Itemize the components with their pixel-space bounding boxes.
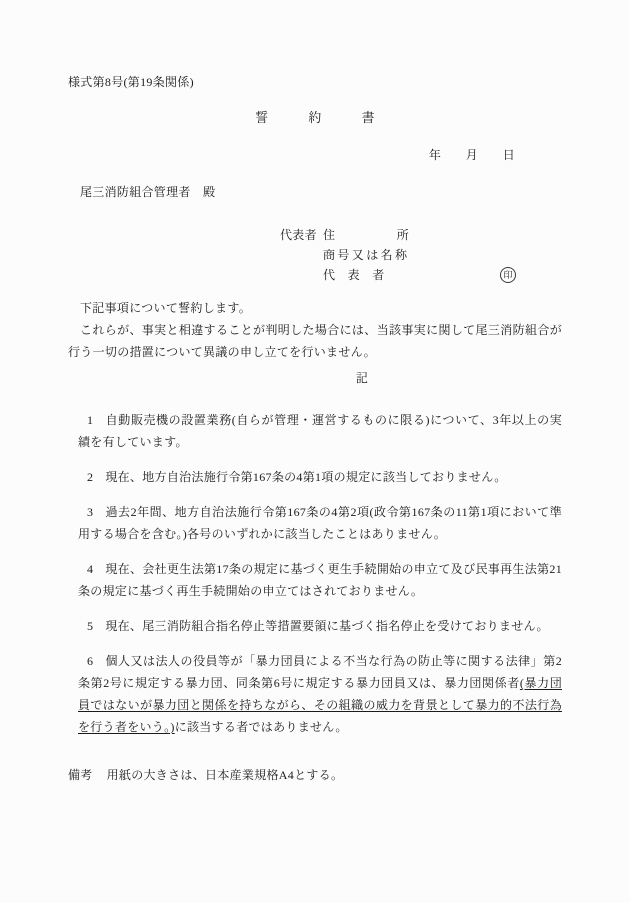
representative-address-line [280,225,562,245]
representative-title-label: 代 表 者 [323,268,385,282]
representative-address-label: 住 所 [323,228,410,242]
intro-disclaimer-sentence: これらが、事実と相違することが判明した場合には、当該事実に関して尾三消防組合が行う一切の措置について異議の申し立てを行いません。 [68,323,562,359]
pledge-items-list [68,409,562,738]
pledge-item-2 [68,466,562,488]
item-number: 3 [87,505,94,519]
date-line: 年 月 日 [428,148,515,162]
page-title: 誓 約 書 [255,110,375,125]
item-text: 自動販売機の設置業務(自らが管理・運営するものに限る)について、3年以上の実績を有しています。 [78,413,562,449]
item-number: 2 [87,470,94,484]
representative-company-line [280,245,562,265]
pledge-item-3 [68,501,562,545]
representative-title-line [280,265,562,285]
item-number: 6 [87,654,94,668]
remarks-label: 備考 [68,768,93,782]
pledge-item-5 [68,615,562,637]
seal-stamp-icon [500,267,516,283]
item-text: 過去2年間、地方自治法施行令第167条の4第2項(政令第167条の11第1項において準用する場合を含む。)各号のいずれかに該当したことはありません。 [78,505,562,541]
form-number: 様式第8号(第19条関係) [68,75,194,89]
intro-pledge-sentence: 下記事項について誓約します。 [80,301,252,315]
intro-section [68,297,562,363]
pledge-item-4 [68,558,562,602]
pledge-item-1 [68,409,562,453]
representative-block [280,225,562,285]
addressee-line: 尾三消防組合管理者 殿 [80,185,216,199]
item-number: 5 [87,619,94,633]
remarks-line [68,764,562,786]
item-text-underlined: (暴力団員ではないが暴力団と関係を持ちながら、その組織の威力を背景として暴力的不法行為を行う者をいう。) [78,676,562,734]
representative-company-label: 商号又は名称 [323,248,410,262]
item-number: 1 [87,413,94,427]
seal-character: 印 [503,269,513,280]
item-text: 現在、地方自治法施行令第167条の4第1項の規定に該当しておりません。 [105,470,507,484]
representative-prefix-label: 代表者 [280,228,317,242]
item-text: 個人又は法人の役員等が「暴力団員による不当な行為の防止等に関する法律」第2条第2号に規定する暴力団、同条第6号に規定する暴力団員又は、暴力団関係者 [78,654,562,690]
item-number: 4 [87,562,94,576]
remarks-text: 用紙の大きさは、日本産業規格A4とする。 [106,768,344,782]
record-marker: 記 [355,371,369,385]
item-text: 現在、会社更生法第17条の規定に基づく更生手続開始の申立て及び民事再生法第21条の規定に基づく再生手続開始の申立てはされておりません。 [78,562,562,598]
item-text: 現在、尾三消防組合指名停止等措置要領に基づく指名停止を受けておりません。 [105,619,549,633]
item-text-after: に該当する者ではありません。 [174,720,348,734]
pledge-item-6 [68,650,562,738]
